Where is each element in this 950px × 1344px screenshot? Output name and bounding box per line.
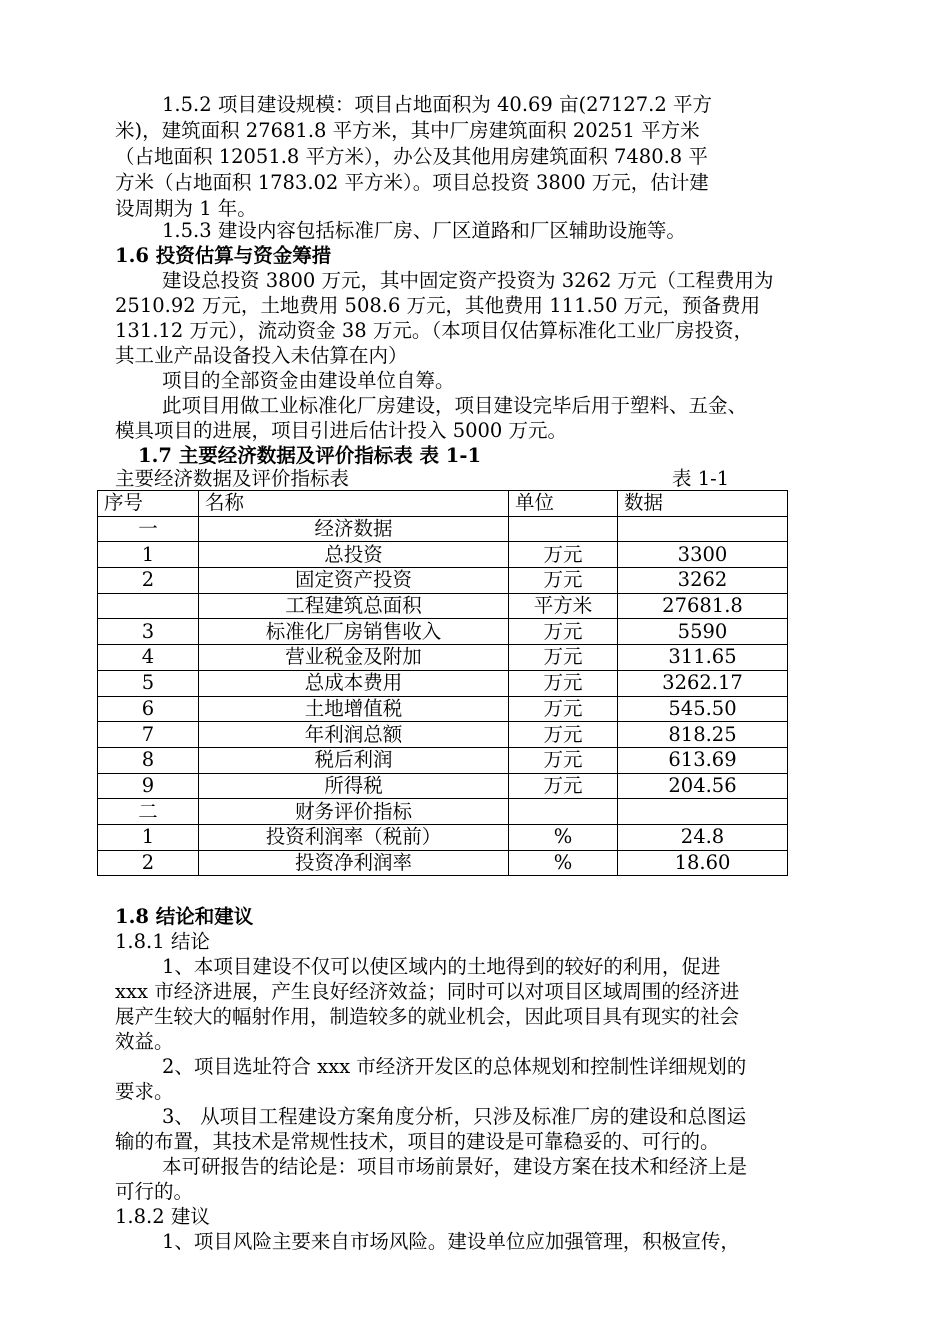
row-unit — [509, 516, 618, 542]
paragraph-line: 1.5.3 建设内容包括标准厂房、厂区道路和厂区辅助设施等。 — [162, 219, 686, 242]
table-row — [98, 516, 788, 542]
paragraph-line: 要求。 — [115, 1080, 174, 1103]
row-value: 204.56 — [618, 773, 788, 799]
row-index: 一 — [98, 516, 199, 542]
subsection-heading: 1.8.1 结论 — [115, 930, 210, 953]
row-index: 3 — [98, 619, 199, 645]
paragraph-line: 建设总投资 3800 万元，其中固定资产投资为 3262 万元（工程费用为 — [162, 269, 774, 292]
table-row — [98, 824, 788, 850]
paragraph-line: 项目的全部资金由建设单位自筹。 — [162, 369, 455, 392]
economic-data-table — [97, 490, 788, 876]
row-unit: 万元 — [509, 542, 618, 568]
row-name: 年利润总额 — [199, 722, 509, 748]
row-index: 2 — [98, 850, 199, 876]
row-unit: 平方米 — [509, 593, 618, 619]
row-index: 2 — [98, 568, 199, 594]
table-row — [98, 850, 788, 876]
table-caption: 主要经济数据及评价指标表 — [115, 467, 350, 490]
row-name: 总投资 — [199, 542, 509, 568]
table-row — [98, 568, 788, 594]
row-unit: 万元 — [509, 670, 618, 696]
row-name: 固定资产投资 — [199, 568, 509, 594]
row-index — [98, 593, 199, 619]
row-value — [618, 516, 788, 542]
row-unit: 万元 — [509, 722, 618, 748]
row-value: 3262 — [618, 568, 788, 594]
row-value: 3262.17 — [618, 670, 788, 696]
paragraph-line: xxx 市经济进展，产生良好经济效益；同时可以对项目区域周围的经济进 — [115, 980, 740, 1003]
table-row — [98, 619, 788, 645]
row-index: 9 — [98, 773, 199, 799]
row-value — [618, 799, 788, 825]
row-name: 财务评价指标 — [199, 799, 509, 825]
table-row — [98, 747, 788, 773]
paragraph-line: 2510.92 万元，土地费用 508.6 万元，其他费用 111.50 万元，预备费用 — [115, 294, 761, 317]
row-unit: 万元 — [509, 747, 618, 773]
table-row — [98, 799, 788, 825]
row-index: 8 — [98, 747, 199, 773]
table-number: 表 1-1 — [672, 467, 730, 490]
paragraph-line: 效益。 — [115, 1030, 174, 1053]
paragraph-line: （占地面积 12051.8 平方米），办公及其他用房建筑面积 7480.8 平 — [115, 145, 708, 168]
row-name: 土地增值税 — [199, 696, 509, 722]
row-name: 经济数据 — [199, 516, 509, 542]
row-name: 总成本费用 — [199, 670, 509, 696]
section-heading-1-8: 1.8 结论和建议 — [115, 905, 254, 928]
row-name: 营业税金及附加 — [199, 645, 509, 671]
table-row — [98, 645, 788, 671]
row-name: 工程建筑总面积 — [199, 593, 509, 619]
paragraph-line: 输的布置，其技术是常规性技术，项目的建设是可靠稳妥的、可行的。 — [115, 1130, 720, 1153]
table-row — [98, 542, 788, 568]
paragraph-line: 方米（占地面积 1783.02 平方米）。项目总投资 3800 万元，估计建 — [115, 171, 709, 194]
paragraph-line: 可行的。 — [115, 1180, 194, 1203]
section-heading-1-6: 1.6 投资估算与资金筹措 — [115, 244, 332, 267]
row-name: 投资净利润率 — [199, 850, 509, 876]
row-unit: 万元 — [509, 568, 618, 594]
table-row — [98, 670, 788, 696]
paragraph-line: 1、本项目建设不仅可以使区域内的土地得到的较好的利用，促进 — [162, 955, 721, 978]
paragraph-line: 131.12 万元），流动资金 38 万元。（本项目仅估算标准化工业厂房投资， — [115, 319, 754, 342]
table-row — [98, 593, 788, 619]
row-unit: 万元 — [509, 645, 618, 671]
row-value: 24.8 — [618, 824, 788, 850]
row-index: 4 — [98, 645, 199, 671]
table-row — [98, 722, 788, 748]
row-unit: % — [509, 824, 618, 850]
row-name: 所得税 — [199, 773, 509, 799]
table-row — [98, 696, 788, 722]
paragraph-line: 米)，建筑面积 27681.8 平方米，其中厂房建筑面积 20251 平方米 — [115, 119, 700, 142]
paragraph-line: 模具项目的进展，项目引进后估计投入 5000 万元。 — [115, 419, 568, 442]
header-name: 名称 — [199, 491, 509, 517]
row-name: 标准化厂房销售收入 — [199, 619, 509, 645]
row-unit: 万元 — [509, 619, 618, 645]
row-value: 18.60 — [618, 850, 788, 876]
row-index: 5 — [98, 670, 199, 696]
row-index: 6 — [98, 696, 199, 722]
row-index: 7 — [98, 722, 199, 748]
subsection-heading: 1.8.2 建议 — [115, 1205, 210, 1228]
header-index: 序号 — [98, 491, 199, 517]
row-value: 613.69 — [618, 747, 788, 773]
paragraph-line: 其工业产品设备投入未估算在内） — [115, 344, 408, 367]
paragraph-line: 1、项目风险主要来自市场风险。建设单位应加强管理，积极宣传， — [162, 1230, 740, 1253]
paragraph-line: 设周期为 1 年。 — [115, 197, 257, 220]
row-value: 27681.8 — [618, 593, 788, 619]
row-unit — [509, 799, 618, 825]
paragraph-line: 本可研报告的结论是：项目市场前景好，建设方案在技术和经济上是 — [162, 1155, 748, 1178]
row-name: 税后利润 — [199, 747, 509, 773]
row-index: 1 — [98, 542, 199, 568]
row-value: 545.50 — [618, 696, 788, 722]
table-row — [98, 773, 788, 799]
paragraph-line: 1.5.2 项目建设规模：项目占地面积为 40.69 亩(27127.2 平方 — [162, 93, 712, 116]
paragraph-line: 展产生较大的幅射作用，制造较多的就业机会，因此项目具有现实的社会 — [115, 1005, 740, 1028]
paragraph-line: 此项目用做工业标准化厂房建设，项目建设完毕后用于塑料、五金、 — [162, 394, 748, 417]
row-index: 1 — [98, 824, 199, 850]
row-value: 311.65 — [618, 645, 788, 671]
paragraph-line: 2、项目选址符合 xxx 市经济开发区的总体规划和控制性详细规划的 — [162, 1055, 747, 1078]
row-index: 二 — [98, 799, 199, 825]
table-header-row — [98, 491, 788, 517]
header-value: 数据 — [618, 491, 788, 517]
row-unit: 万元 — [509, 773, 618, 799]
row-value: 5590 — [618, 619, 788, 645]
row-value: 3300 — [618, 542, 788, 568]
paragraph-line: 3、 从项目工程建设方案角度分析，只涉及标准厂房的建设和总图运 — [162, 1105, 747, 1128]
row-unit: % — [509, 850, 618, 876]
row-name: 投资利润率（税前） — [199, 824, 509, 850]
row-unit: 万元 — [509, 696, 618, 722]
row-value: 818.25 — [618, 722, 788, 748]
section-heading-1-7: 1.7 主要经济数据及评价指标表 表 1-1 — [138, 444, 482, 467]
header-unit: 单位 — [509, 491, 618, 517]
